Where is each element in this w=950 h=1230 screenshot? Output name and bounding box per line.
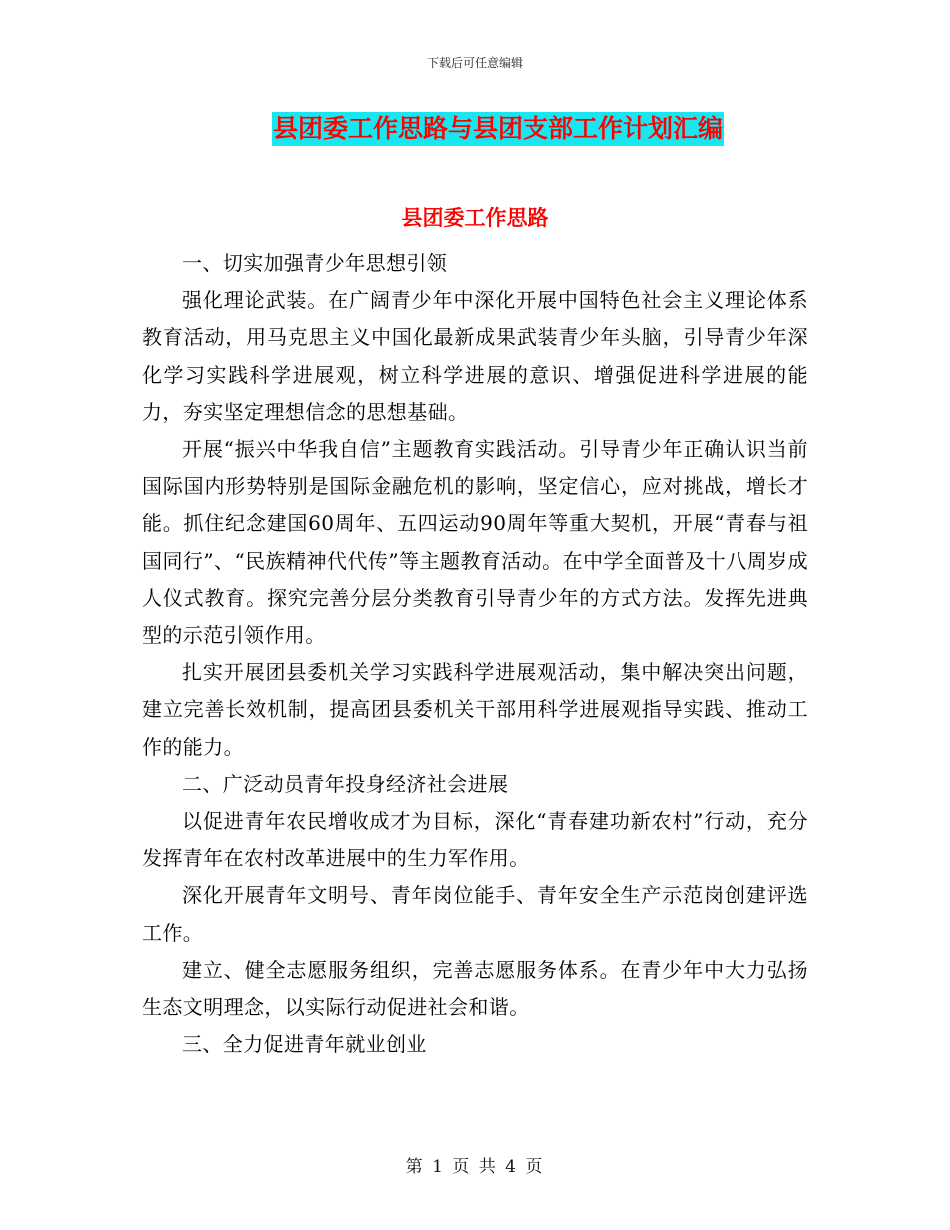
main-title	[258, 112, 738, 146]
paragraph: 以促进青年农民增收成才为目标，深化“青春建功新农村”行动，充分发挥青年在农村改革进展中的生力军作用。	[142, 809, 808, 871]
paragraph: 开展“振兴中华我自信”主题教育实践活动。引导青少年正确认识当前国际国内形势特别是国际金融危机的影响，坚定信心，应对挑战，增长才能。抓住纪念建国60周年、五四运动90周年等重大契机，开展“青春与祖国同行”、“民族精神代代传”等主题教育活动。在中学全面普及十八周岁成人仪式教育。探究完善分层分类教育引导青少年的方式方法。发挥先进典型的示范引领作用。	[142, 437, 808, 648]
heading-2: 二、广泛动员青年投身经济社会进展	[182, 771, 509, 796]
paragraph: 深化开展青年文明号、青年岗位能手、青年安全生产示范岗创建评选工作。	[142, 883, 808, 945]
paragraph: 扎实开展团县委机关学习实践科学进展观活动，集中解决突出问题，建立完善长效机制，提高团县委机关干部用科学进展观指导实践、推动工作的能力。	[142, 660, 808, 759]
paragraph: 建立、健全志愿服务组织，完善志愿服务体系。在青少年中大力弘扬生态文明理念，以实际行动促进社会和谐。	[142, 957, 808, 1020]
header-note: 下载后可任意编辑	[426, 56, 523, 70]
main-title-text: 县团委工作思路与县团支部工作计划汇编	[272, 112, 724, 146]
page-number-footer: 第 1 页 共 4 页	[405, 1157, 545, 1177]
document-body	[142, 245, 808, 1063]
paragraph: 强化理论武装。在广阔青少年中深化开展中国特色社会主义理论体系教育活动，用马克思主义中国化最新成果武装青少年头脑，引导青少年深化学习实践科学进展观，树立科学进展的意识、增强促进科学进展的能力，夯实坚定理想信念的思想基础。	[142, 288, 808, 424]
heading-3: 三、全力促进青年就业创业	[182, 1032, 427, 1057]
heading-1: 一、切实加强青少年思想引领	[182, 251, 448, 275]
section-title: 县团委工作思路	[401, 205, 549, 230]
